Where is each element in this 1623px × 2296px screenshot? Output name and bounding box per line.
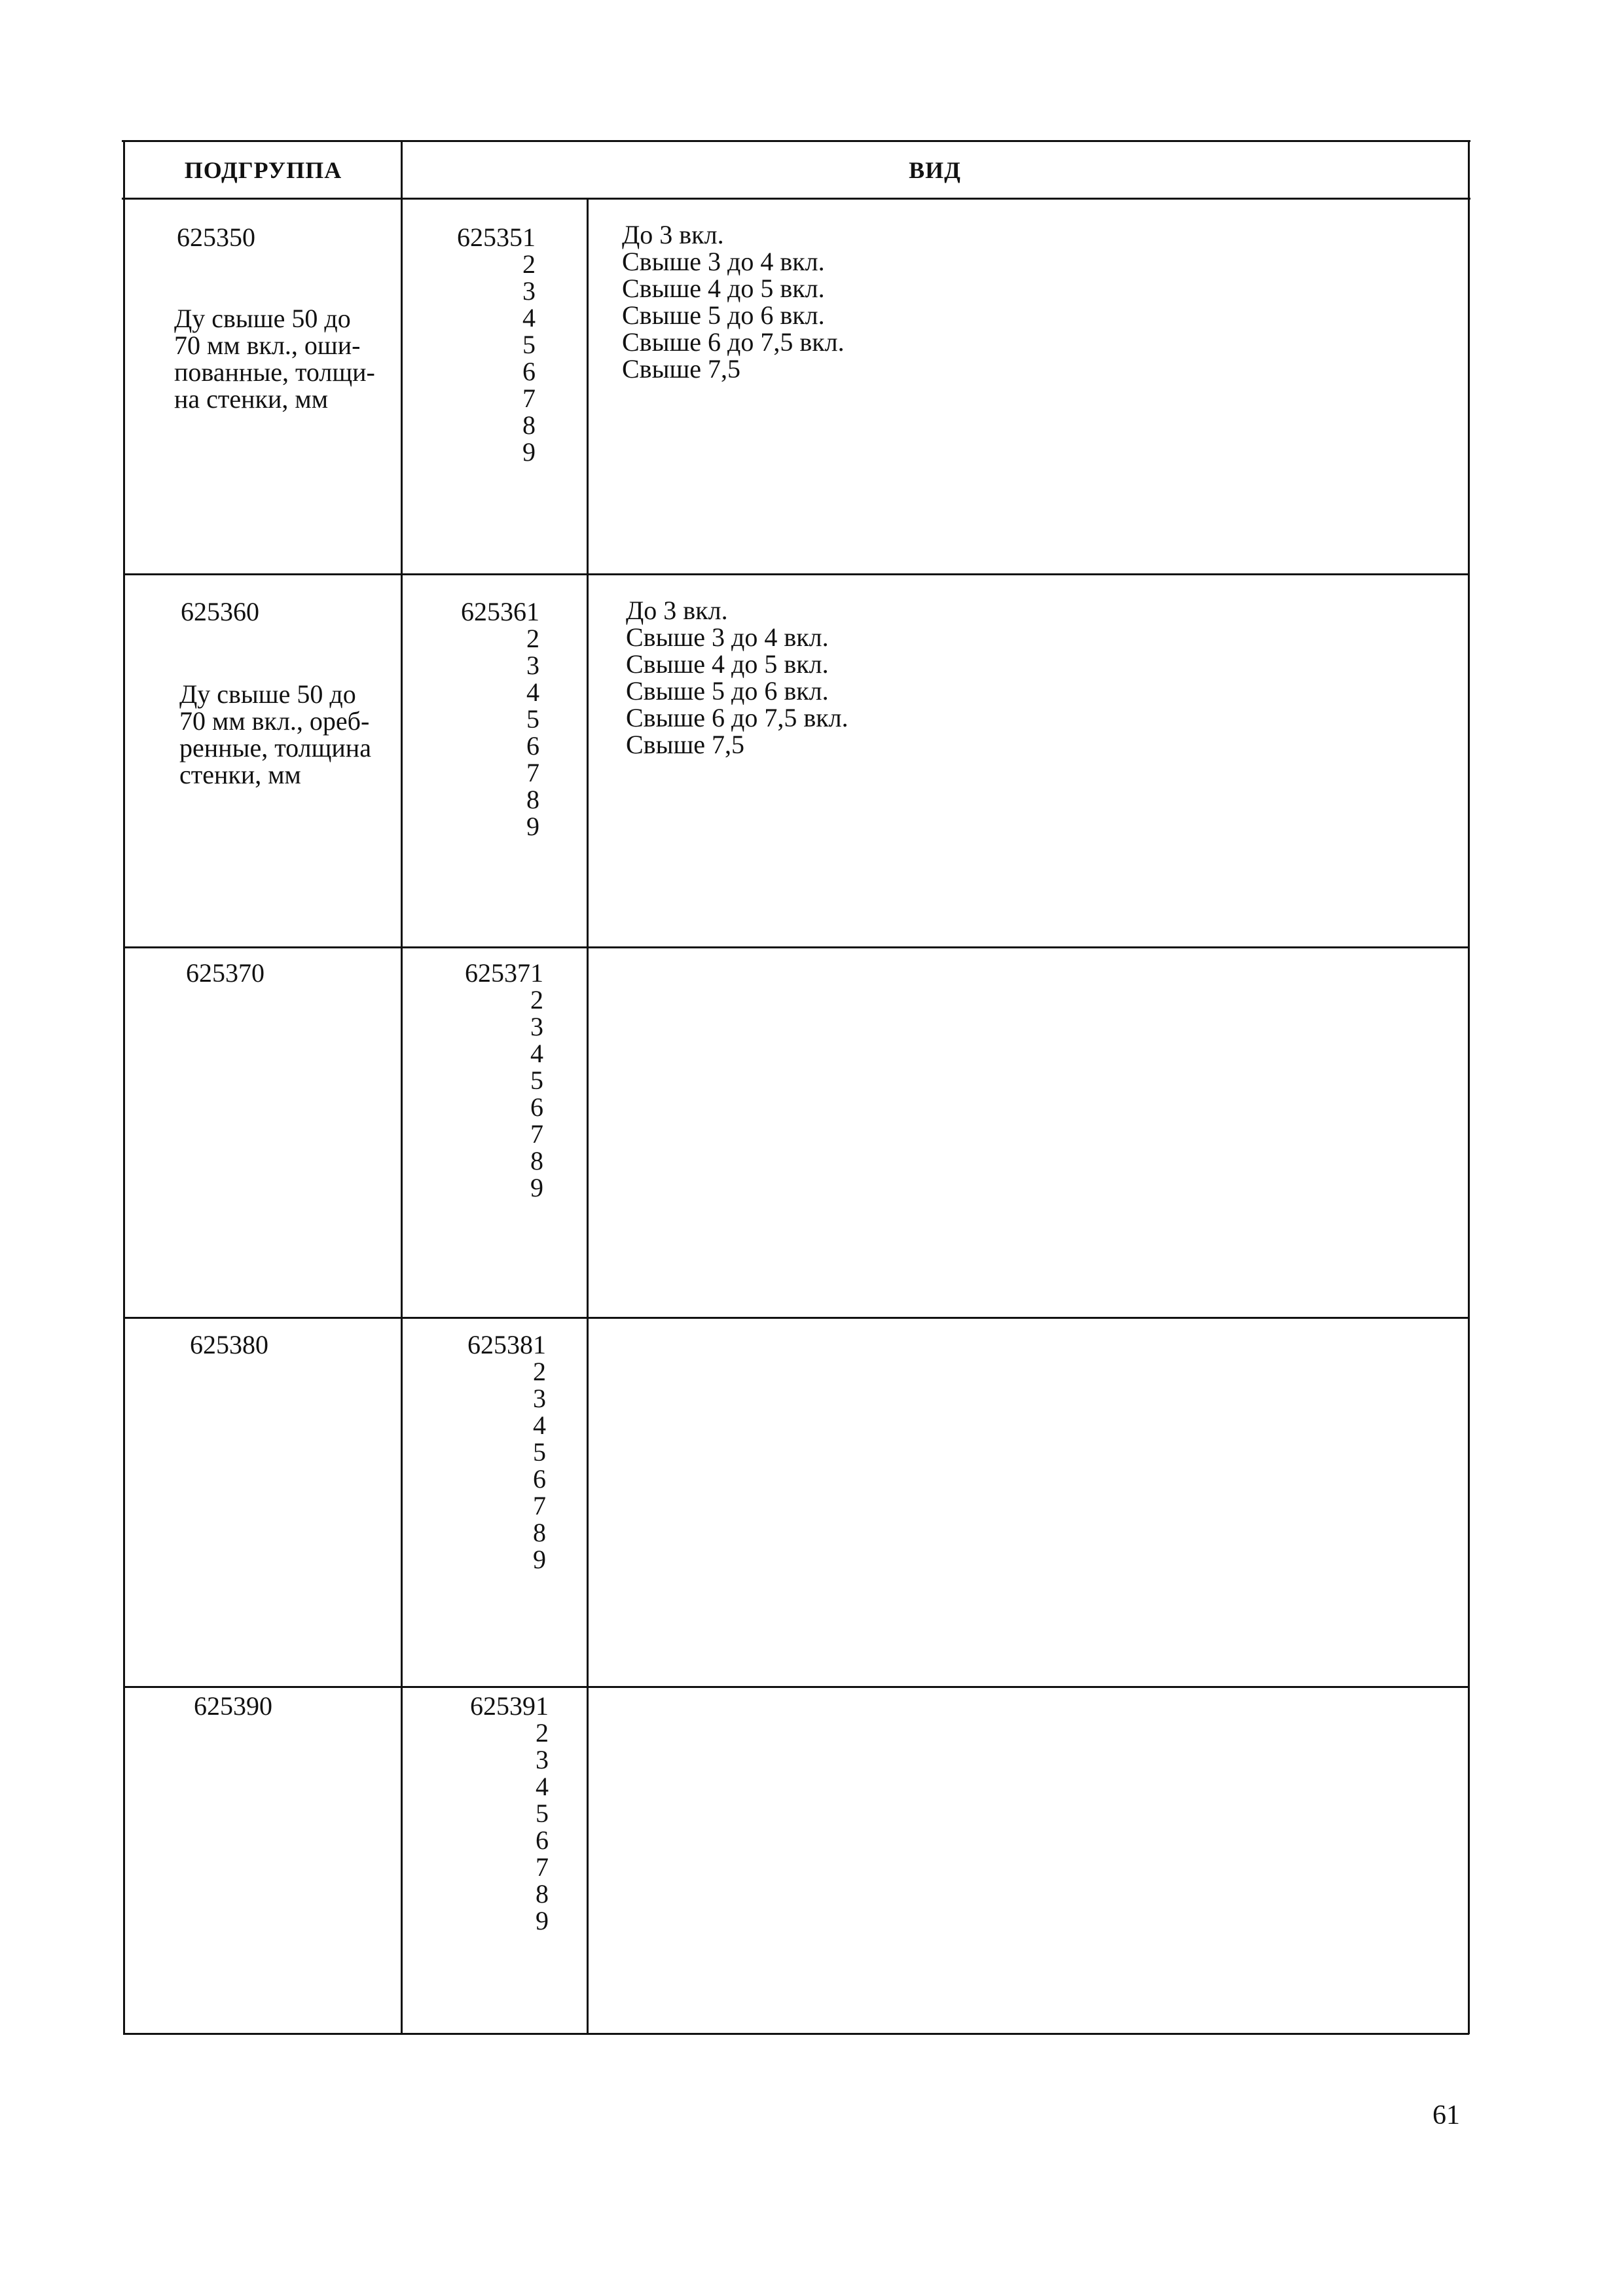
kind-description: Свыше 5 до 6 вкл. [622, 300, 825, 330]
kind-column-header: ВИД [909, 157, 961, 183]
kind-code: 3 [522, 276, 536, 306]
row-divider-2 [123, 946, 1469, 948]
row-divider-3 [123, 1317, 1469, 1319]
kind-code-list [411, 224, 536, 465]
kind-code: 3 [536, 1745, 549, 1774]
kind-code: 2 [526, 624, 539, 653]
subgroup-description [174, 305, 397, 412]
kind-description: До 3 вкл. [622, 220, 724, 249]
kind-code: 4 [526, 677, 539, 707]
subgroup-code: 625390 [194, 1691, 272, 1721]
kind-code: 6 [522, 357, 536, 386]
kind-code: 6 [526, 731, 539, 761]
description-line: на стенки, мм [174, 384, 329, 414]
kind-code: 9 [526, 812, 539, 841]
description-line: Ду свыше 50 до [179, 679, 356, 709]
kind-code: 625371 [465, 958, 543, 988]
kind-description-list [622, 221, 845, 382]
kind-description: Свыше 7,5 [622, 354, 740, 384]
kind-code-list [424, 1693, 549, 1934]
kind-code: 7 [530, 1119, 543, 1149]
table-bottom-border [123, 2033, 1469, 2035]
kind-code: 4 [530, 1039, 543, 1068]
kind-description: Свыше 6 до 7,5 вкл. [622, 327, 845, 357]
kind-code: 3 [526, 651, 539, 680]
kind-description: Свыше 3 до 4 вкл. [622, 247, 825, 276]
kind-code-column-divider [587, 198, 589, 2034]
kind-code: 3 [530, 1012, 543, 1041]
subgroup-code: 625380 [190, 1330, 268, 1359]
kind-code: 2 [530, 985, 543, 1014]
kind-description: До 3 вкл. [626, 596, 728, 625]
kind-code: 9 [536, 1906, 549, 1935]
kind-code: 2 [536, 1718, 549, 1748]
kind-code: 5 [536, 1799, 549, 1828]
kind-code: 625361 [461, 597, 539, 626]
kind-code: 3 [533, 1384, 546, 1413]
kind-code: 8 [536, 1879, 549, 1909]
kind-code: 5 [533, 1437, 546, 1467]
kind-code-list [419, 960, 543, 1201]
kind-code: 625391 [470, 1691, 549, 1721]
kind-code: 7 [536, 1852, 549, 1882]
subgroup-column-divider [401, 140, 403, 2034]
subgroup-code: 625350 [177, 223, 255, 252]
kind-code: 6 [530, 1092, 543, 1122]
kind-description: Свыше 3 до 4 вкл. [626, 622, 829, 652]
kind-code: 625381 [467, 1330, 546, 1359]
kind-description: Свыше 6 до 7,5 вкл. [626, 703, 848, 732]
description-line: пованные, толщи- [174, 357, 375, 387]
subgroup-code: 625360 [181, 597, 259, 626]
kind-code: 9 [533, 1545, 546, 1574]
kind-code: 8 [533, 1518, 546, 1547]
kind-code: 7 [533, 1491, 546, 1520]
table-left-border [123, 140, 125, 2034]
kind-code: 6 [536, 1825, 549, 1855]
description-line: 70 мм вкл., оши- [174, 331, 361, 360]
description-line: 70 мм вкл., ореб- [179, 706, 370, 736]
page-number: 61 [1432, 2100, 1460, 2130]
kind-code: 7 [522, 384, 536, 413]
kind-code: 5 [522, 330, 536, 359]
kind-code: 4 [533, 1410, 546, 1440]
kind-code: 9 [530, 1173, 543, 1202]
subgroup-description [179, 681, 402, 788]
kind-code: 8 [526, 785, 539, 814]
kind-code: 4 [536, 1772, 549, 1801]
kind-code: 2 [522, 249, 536, 279]
kind-code: 4 [522, 303, 536, 332]
kind-code-list [422, 1331, 546, 1573]
description-line: Ду свыше 50 до [174, 304, 351, 333]
kind-code: 5 [526, 704, 539, 734]
kind-code: 6 [533, 1464, 546, 1494]
kind-description: Свыше 4 до 5 вкл. [622, 274, 825, 303]
description-line: стенки, мм [179, 760, 301, 789]
kind-description: Свыше 5 до 6 вкл. [626, 676, 829, 706]
subgroup-code: 625370 [186, 958, 264, 988]
kind-description: Свыше 4 до 5 вкл. [626, 649, 829, 679]
kind-code: 9 [522, 437, 536, 467]
kind-code: 8 [530, 1146, 543, 1175]
row-divider-4 [123, 1686, 1469, 1688]
kind-code: 625351 [457, 223, 536, 252]
description-line: ренные, толщина [179, 733, 371, 762]
kind-code: 2 [533, 1357, 546, 1386]
kind-description: Свыше 7,5 [626, 730, 744, 759]
subgroup-column-header: ПОДГРУППА [184, 157, 342, 183]
row-divider-1 [123, 573, 1469, 575]
kind-code-list [415, 598, 539, 840]
kind-code: 8 [522, 410, 536, 440]
kind-code: 7 [526, 758, 539, 787]
table-right-border [1468, 140, 1470, 2034]
kind-code: 5 [530, 1066, 543, 1095]
kind-description-list [626, 597, 848, 758]
